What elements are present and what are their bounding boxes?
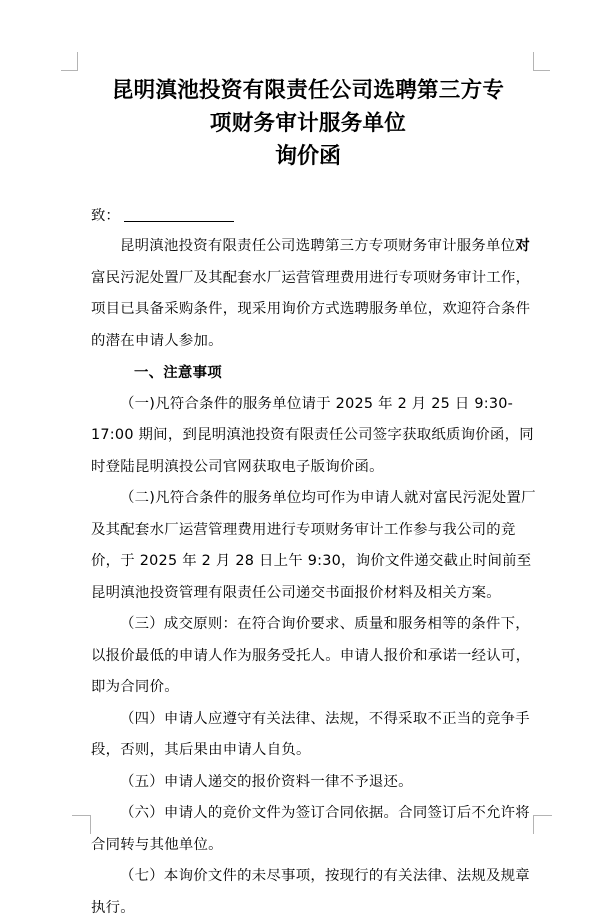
document-body	[91, 231, 537, 924]
notice-item-4: （四）申请人应遵守有关法律、法规，不得采取不正当的竞争手段，否则，其后果由申请人自负。	[91, 710, 530, 758]
intro-paragraph	[91, 231, 537, 357]
intro-text-part2: 富民污泥处置厂及其配套水厂运营管理费用进行专项财务审计工作，项目已具备采购条件，现采用询价方式选聘服务单位，欢迎符合条件的潜在申请人参加。	[91, 269, 531, 349]
document-subtitle: 询价函	[274, 144, 341, 169]
section-heading: 一、注意事项	[134, 364, 222, 381]
notice-item-5: （五）申请人递交的报价资料一律不予退还。	[120, 773, 413, 790]
notice-item-2: （二)凡符合条件的服务单位均可作为申请人就对富民污泥处置厂及其配套水厂运营管理费用进行专项财务审计工作参与我公司的竞价，于 2025 年 2 月 28 日上午 9:30，询价文件递交截止时间前至昆明滇池投资管理有限责任公司递交书面报价材料及相关方案。	[91, 490, 536, 601]
notice-item-6: （六）申请人的竞价文件为签订合同依据。合同签订后不允许将合同转与其他单位。	[91, 805, 530, 853]
document-title-line-1: 昆明滇池投资有限责任公司选聘第三方专	[111, 78, 505, 103]
addressee-line	[91, 202, 234, 230]
notice-item-3: （三）成交原则：在符合询价要求、质量和服务相等的条件下，以报价最低的申请人作为服务受托人。申请人报价和承诺一经认可，即为合同价。	[91, 616, 531, 695]
notice-item-1: （一)凡符合条件的服务单位请于 2025 年 2 月 25 日 9:30-17:00 期间，到昆明滇池投资有限责任公司签字获取纸质询价函，同时登陆昆明滇投公司官网获取电子版询价函。	[91, 395, 534, 475]
addressee-label: 致：	[91, 208, 120, 224]
page-corner-mark-top-left	[61, 52, 78, 71]
addressee-blank	[124, 205, 234, 222]
document-title-line-2: 项财务审计服务单位	[209, 111, 407, 136]
intro-text-part1: 昆明滇池投资有限责任公司选聘第三方专项财务审计服务单位	[120, 238, 516, 254]
notice-item-7: （七）本询价文件的未尽事项，按现行的有关法律、法规及规章执行。	[91, 868, 530, 916]
page-corner-mark-bottom-left	[72, 815, 91, 834]
page-corner-mark-top-right	[533, 52, 550, 71]
intro-text-bold: 对	[515, 238, 530, 254]
